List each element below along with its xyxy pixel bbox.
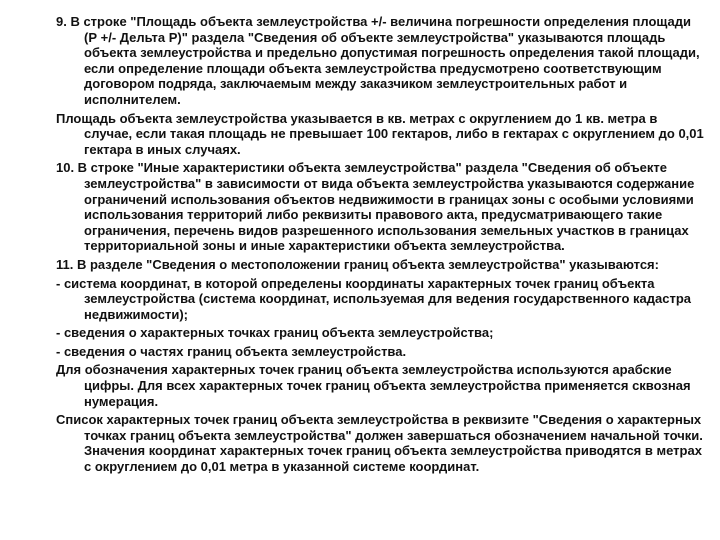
paragraph-9-area-row: 9. В строке "Площадь объекта землеустройства +/- величина погрешности определения площади (Р +/- Дельта Р)" раздела "Сведения об объекте землеустройства" указываются площадь объекта землеустройства и предельно допустимая погрешность определения такой площади, если определение площади объекта землеустройства предусмотрено соответствующим договором подряда, заключаемым между заказчиком землеустроительных работ и исполнителем. — [56, 14, 700, 107]
paragraph-area-rounding: Площадь объекта землеустройства указывается в кв. метрах с округлением до 1 кв. метра в случае, если такая площадь не превышает 100 гектаров, либо в гектарах с округлением до 0,01 гектара в иных случаях. — [56, 110, 704, 157]
paragraph-point-list: Список характерных точек границ объекта землеустройства в реквизите "Сведения о характерных точках границ объекта землеустройства" должен завершаться обозначением начальной точки. Значения координат характерных точек границ объекта землеустройства приводятся в метрах с округлением до 0,01 метра в указанной системе координат. — [56, 412, 703, 475]
list-item-characteristic-points: - сведения о характерных точках границ объекта землеустройства; — [56, 325, 494, 341]
paragraph-11-boundary-location: 11. В разделе "Сведения о местоположении границ объекта землеустройства" указываются: — [56, 256, 659, 272]
paragraph-10-other-characteristics: 10. В строке "Иные характеристики объекта землеустройства" раздела "Сведения об объекте землеустройства" в зависимости от вида объекта землеустройства указываются содержание ограничений использования объектов недвижимости в границах зоны с особыми условиями использования территорий либо реквизиты правового акта, предусматривающего такие ограничения, перечень видов разрешенного использования земельных участков в границах территориальной зоны и иные характеристики объекта землеустройства. — [56, 160, 695, 254]
paragraph-point-numbering: Для обозначения характерных точек границ объекта землеустройства используются арабские цифры. Для всех характерных точек границ объекта землеустройства применяется сквозная нумерация. — [56, 362, 691, 409]
list-item-boundary-parts: - сведения о частях границ объекта землеустройства. — [56, 343, 407, 359]
document-page — [56, 14, 704, 534]
list-item-coordinate-system: - система координат, в которой определены координаты характерных точек границ объекта землеустройства (система координат, используемая для ведения государственного кадастра недвижимости); — [56, 275, 692, 322]
